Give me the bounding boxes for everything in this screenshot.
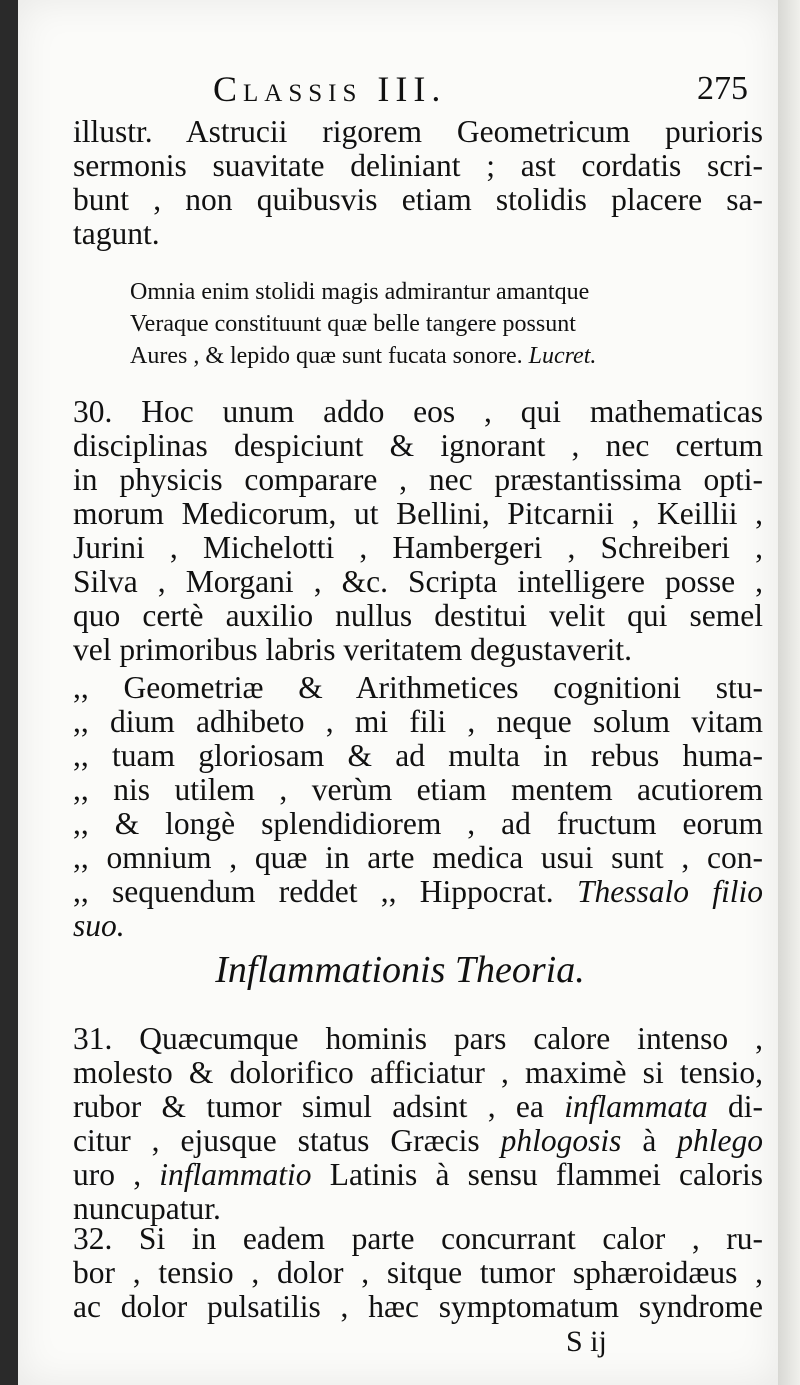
- running-title: Classis III.: [213, 69, 447, 109]
- hippocrates-quote: [73, 671, 763, 943]
- quote-line-text: Aures , & lepido quæ sunt fucata sonore.: [130, 343, 523, 369]
- text-line: [73, 875, 763, 909]
- italic-term: phlogosis: [500, 1123, 622, 1158]
- hippocrates-source-end: suo.: [73, 908, 125, 943]
- quote-line: Omnia enim stolidi magis admirantur amantque: [130, 279, 590, 305]
- text-line: in physicis comparare , nec præstantissima opti-: [73, 462, 763, 497]
- text-segment: à: [642, 1123, 657, 1158]
- text-line: sermonis suavitate deliniant ; ast cordatis scri-: [73, 148, 763, 183]
- text-segment: citur , ejusque status Græcis: [73, 1123, 480, 1158]
- text-line: 30. Hoc unum addo eos , qui mathematicas: [73, 394, 763, 429]
- section-title: Inflammationis Theoria.: [215, 949, 585, 991]
- text-line: Jurini , Michelotti , Hambergeri , Schreiberi ,: [73, 530, 763, 565]
- text-line: nuncupatur.: [73, 1191, 221, 1226]
- signature-mark: S ij: [566, 1325, 607, 1358]
- hippocrates-source: Thessalo filio: [576, 874, 764, 909]
- text-line: bor , tensio , dolor , sitque tumor sphæroidæus ,: [73, 1255, 763, 1290]
- page-edge: [778, 0, 800, 1385]
- paragraph-astrucii: [73, 115, 763, 251]
- text-line: ,, & longè splendidiorem , ad fructum eorum: [73, 806, 763, 841]
- text-line: disciplinas despiciunt & ignorant , nec certum: [73, 428, 763, 463]
- text-line: molesto & dolorifico afficiatur , maximè si tensio,: [73, 1055, 763, 1090]
- text-line: 32. Si in eadem parte concurrant calor , ru-: [73, 1221, 763, 1256]
- text-line: Silva , Morgani , &c. Scripta intelligere posse ,: [73, 564, 763, 599]
- text-segment: di-: [728, 1089, 764, 1124]
- text-line: ,, Geometriæ & Arithmetices cognitioni stu-: [73, 670, 763, 705]
- text-line: morum Medicorum, ut Bellini, Pitcarnii , Keillii ,: [73, 496, 763, 531]
- text-line: ,, omnium , quæ in arte medica usui sunt , con-: [73, 840, 763, 875]
- text-segment: ,, sequendum reddet ,, Hippocrat.: [73, 874, 554, 909]
- text-segment: Latinis à sensu flammei caloris: [329, 1157, 764, 1192]
- italic-term: phlego: [677, 1123, 763, 1158]
- text-line: bunt , non quibusvis etiam stolidis placere sa-: [73, 182, 763, 217]
- text-line: [73, 1124, 763, 1158]
- text-line: ,, nis utilem , verùm etiam mentem acutiorem: [73, 772, 763, 807]
- text-line: ,, dium adhibeto , mi fili , neque solum vitam: [73, 704, 763, 739]
- book-page: [18, 0, 778, 1385]
- text-line: 31. Quæcumque hominis pars calore intenso ,: [73, 1021, 763, 1056]
- paragraph-32: [73, 1222, 763, 1324]
- paragraph-31: [73, 1022, 763, 1226]
- text-line: ,, tuam gloriosam & ad multa in rebus huma-: [73, 738, 763, 773]
- text-line: [73, 1090, 763, 1124]
- page-number: 275: [697, 70, 748, 107]
- running-header: [58, 68, 768, 108]
- text-line: [73, 1158, 763, 1192]
- text-line: ac dolor pulsatilis , hæc symptomatum syndrome: [73, 1289, 763, 1324]
- quote-line: Veraque constituunt quæ belle tangere possunt: [130, 311, 576, 337]
- text-line: vel primoribus labris veritatem degustaverit.: [73, 632, 632, 667]
- text-line: illustr. Astrucii rigorem Geometricum purioris: [73, 114, 763, 149]
- quote-line: [130, 340, 708, 372]
- paragraph-30: [73, 395, 763, 667]
- text-segment: uro ,: [73, 1157, 142, 1192]
- text-line: quo certè auxilio nullus destitui velit qui semel: [73, 598, 763, 633]
- text-line: tagunt.: [73, 216, 160, 251]
- text-segment: rubor & tumor simul adsint , ea: [73, 1089, 544, 1124]
- lucretius-quote: [130, 276, 708, 372]
- italic-term: inflammata: [564, 1089, 708, 1124]
- italic-term: inflammatio: [159, 1157, 312, 1192]
- quote-source: Lucret.: [528, 343, 597, 369]
